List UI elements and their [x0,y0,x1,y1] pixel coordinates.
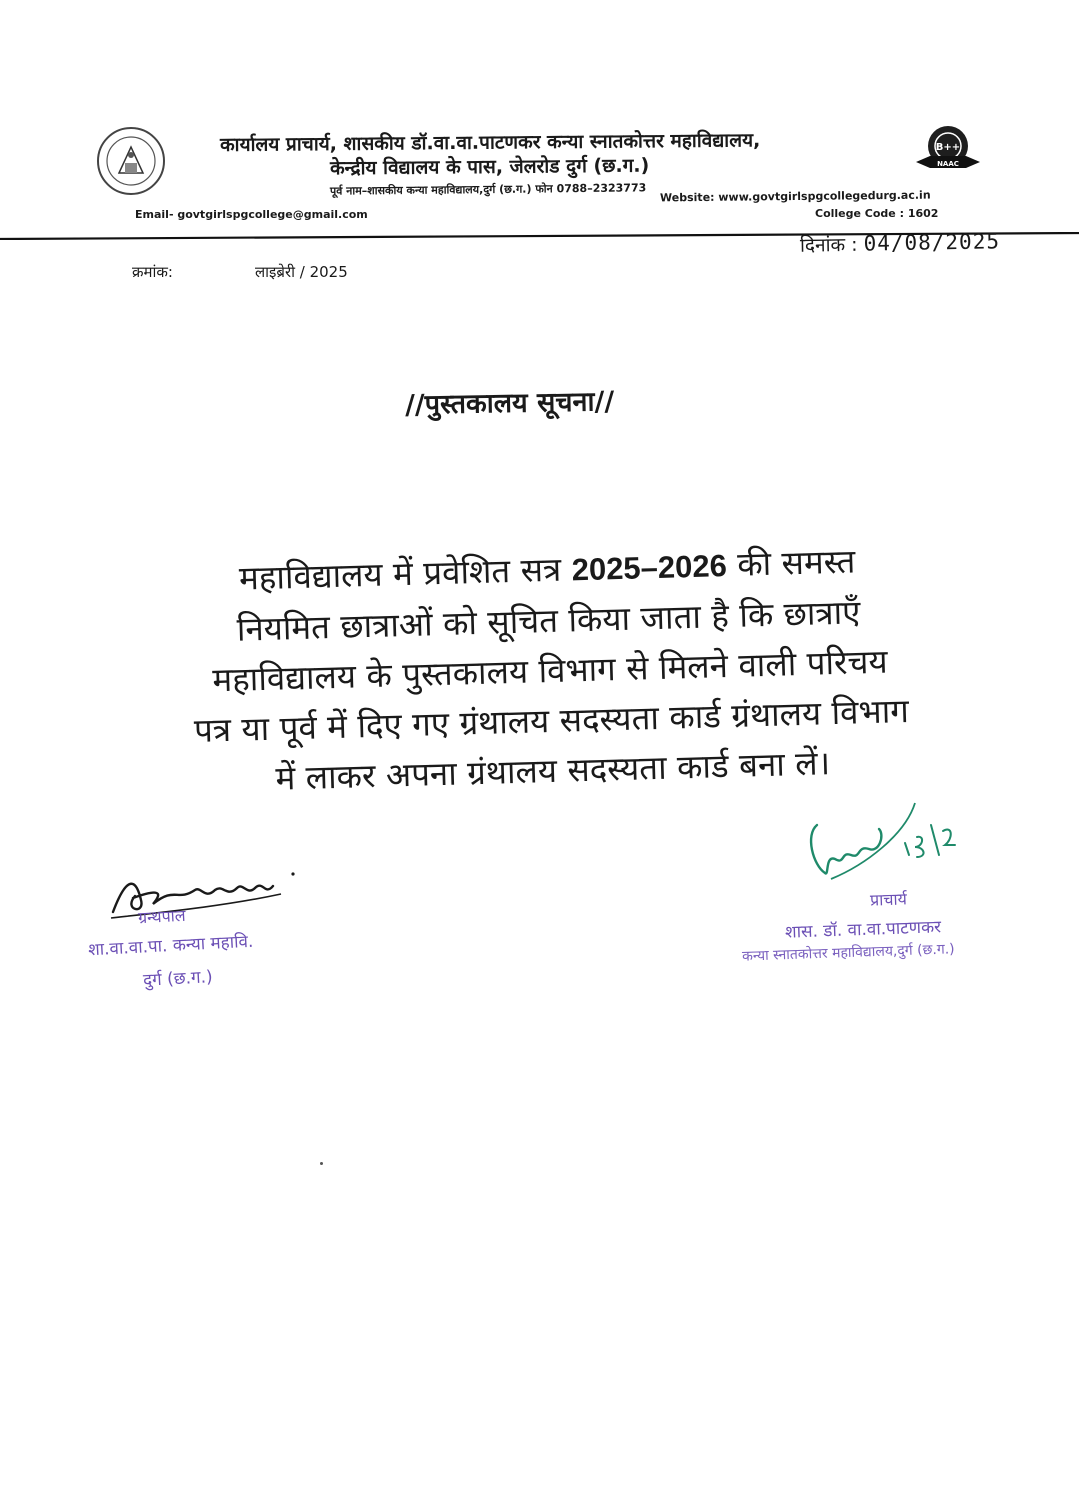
librarian-stamp-org: शा.वा.वा.पा. कन्या महावि. [87,931,254,961]
naac-badge-logo [910,122,986,178]
notice-line-3: महाविद्यालय के पुस्तकालय विभाग से मिलने वाली परिचय [211,641,889,700]
former-name-phone: पूर्व नाम–शासकीय कन्या महाविद्यालय,दुर्ग (छ.ग.) फोन 0788–2323773 [329,181,647,198]
principal-stamp-org: शास. डॉ. वा.वा.पाटणकर [784,917,942,943]
notice-title: //पुस्तकालय सूचना// [404,386,615,421]
reference-label: क्रमांक: [132,263,173,281]
naac-label-text: NAAC [937,160,959,168]
naac-grade-text: B++ [935,142,961,153]
librarian-stamp-title: ग्रन्थपाल [137,905,187,928]
college-code-text: College Code : 1602 [815,207,939,220]
librarian-stamp-place: दुर्ग (छ.ग.) [142,967,214,991]
email-text: Email- govtgirlspgcollege@gmail.com [135,208,368,221]
scan-speck [320,1162,323,1165]
office-title: कार्यालय प्राचार्य, शासकीय डॉ.वा.वा.पाटणकर कन्या स्नातकोत्तर महाविद्यालय, [219,129,761,157]
notice-line-4: पत्र या पूर्व में दिए गए ग्रंथालय सदस्यता कार्ड ग्रंथालय विभाग [193,691,910,750]
session-year: 2025–2026 [571,548,728,588]
college-seal-logo [95,125,167,197]
website-text: Website: www.govtgirlspgcollegedurg.ac.in [659,188,931,205]
principal-stamp-title: प्राचार्य [869,889,908,910]
notice-line-2: नियमित छात्राओं को सूचित किया जाता है कि छात्राएँ [236,592,861,649]
notice-line-5: में लाकर अपना ग्रंथालय सदस्यता कार्ड बना लें। [274,743,831,798]
date-line [800,228,1000,257]
notice-body [107,533,994,808]
principal-signature [795,795,965,895]
date-label: दिनांक : [799,233,858,257]
reference-value: लाइब्रेरी / 2025 [255,263,348,281]
principal-stamp-place: कन्या स्नातकोत्तर महाविद्यालय,दुर्ग (छ.ग.) [741,941,955,965]
notice-line-1: महाविद्यालय में प्रवेशित सत्र 2025–2026 की समस्त [238,541,856,598]
address-line: केन्द्रीय विद्यालय के पास, जेलरोड दुर्ग (छ.ग.) [329,154,650,180]
date-value: 04/08/2025 [863,229,1001,256]
librarian-signature [105,860,305,922]
